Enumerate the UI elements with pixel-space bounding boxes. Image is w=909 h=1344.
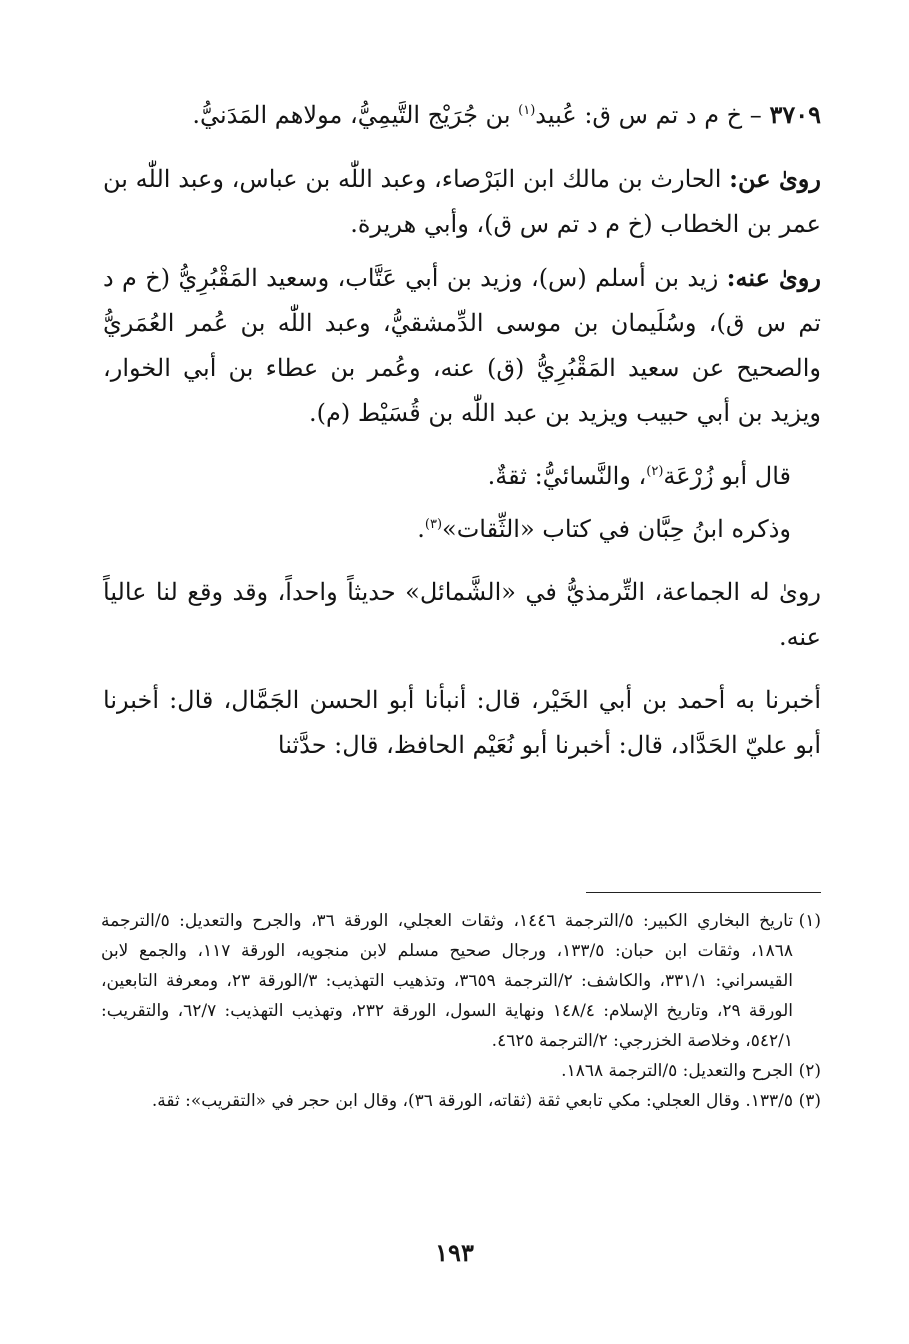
footnote-separator [586,892,821,893]
footnotes [101,906,821,1116]
footnote-1 [101,906,821,1056]
ibn-hibban-text-rest: . [417,515,425,543]
entry-name-rest: بن جُرَيْج التَّيمِيُّ، مولاهم المَدَنيُّ. [192,101,511,129]
narrated-by-text: زيد بن أسلم (س)، وزيد بن أبي عَتَّاب، وسعيد المَقْبُرِيُّ (خ م د تم س ق)، وسُلَيمان بن موسى الدِّمشقيُّ، وعبد اللّٰه بن عُمر العُمَريُّ والصحيح عن سعيد المَقْبُرِيُّ (ق) عنه، وعُمر بن عطاء بن أبي الخوار، ويزيد بن أبي حبيب ويزيد بن عبد اللّٰه بن قُسَيْط (م). [103,264,821,427]
narrated-from-text: الحارث بن مالك ابن البَرْصاء، وعبد اللّٰه بن عباس، وعبد اللّٰه بن عمر بن الخطاب (خ م د تم س ق)، وأبي هريرة. [103,165,821,238]
main-text [103,92,821,768]
ibn-hibban-text: وذكره ابنُ حِبَّان في كتاب «الثِّقات» [442,515,791,543]
entry-heading [103,92,821,138]
narrated-by-label: روىٰ عنه: [726,263,821,292]
ibn-hibban-paragraph [103,507,821,552]
footnote-number: (٢) [798,1061,821,1081]
grading-text-rest: ، والنَّسائيُّ: ثقةٌ. [487,462,647,490]
grading-text: قال أبو زُرْعَة [663,462,791,490]
footnote-text: ١٣٣/٥. وقال العجلي: مكي تابعي ثقة (ثقاته، الورقة ٣٦)، وقال ابن حجر في «التقريب»: ثقة. [151,1091,793,1111]
collection-paragraph: روىٰ له الجماعة، التِّرمذيُّ في «الشَّمائل» حديثاً واحداً، وقد وقع لنا عالياً عنه. [103,578,821,651]
grading-paragraph [103,454,821,499]
footnote-text: تاريخ البخاري الكبير: ٥/الترجمة ١٤٤٦، وثقات العجلي، الورقة ٣٦، والجرح والتعديل: ٥/الترجمة ١٨٦٨، وثقات ابن حبان: ١٣٣/٥، ورجال صحيح مسلم لابن منجويه، الورقة ١١٧، والجمع لابن القيسراني: ٣٣١/١، والكاشف: ٢/الترجمة ٣٦٥٩، وتذهيب التهذيب: ٣/الورقة ٢٣، ومعرفة التابعين، الورقة ٢٩، وتاريخ الإسلام: ١٤٨/٤ ونهاية السول، الورقة ٢٣٢، وتهذيب التهذيب: ٦٢/٧، والتقريب: ٥٤٢/١، وخلاصة الخزرجي: ٢/الترجمة ٤٦٢٥. [101,911,794,1051]
page-number: ١٩٣ [435,1238,474,1267]
footnote-ref-2[interactable]: (٢) [646,464,664,479]
footnote-ref-3[interactable]: (٣) [424,517,443,532]
entry-symbols: – خ م د تم س ق: [584,101,762,129]
footnote-number: (٣) [798,1091,821,1111]
entry-name: عُبيد [535,101,577,129]
isnad-paragraph: أخبرنا به أحمد بن أبي الخَيْر، قال: أنبأنا أبو الحسن الجَمَّال، قال: أخبرنا أبو عليّ الحَدَّاد، قال: أخبرنا أبو نُعَيْم الحافظ، قال: حدَّثنا [103,686,821,759]
footnote-ref-1[interactable]: (١) [518,103,536,118]
narrated-by-paragraph [103,255,821,436]
narrated-from-label: روىٰ عن: [729,164,821,193]
footnote-3 [101,1086,821,1116]
narrated-from-paragraph [103,156,821,247]
footnote-2 [101,1056,821,1086]
footnote-text: الجرح والتعديل: ٥/الترجمة ١٨٦٨. [561,1061,793,1081]
footnote-number: (١) [798,911,821,931]
entry-number: ٣٧٠٩ [769,100,821,129]
